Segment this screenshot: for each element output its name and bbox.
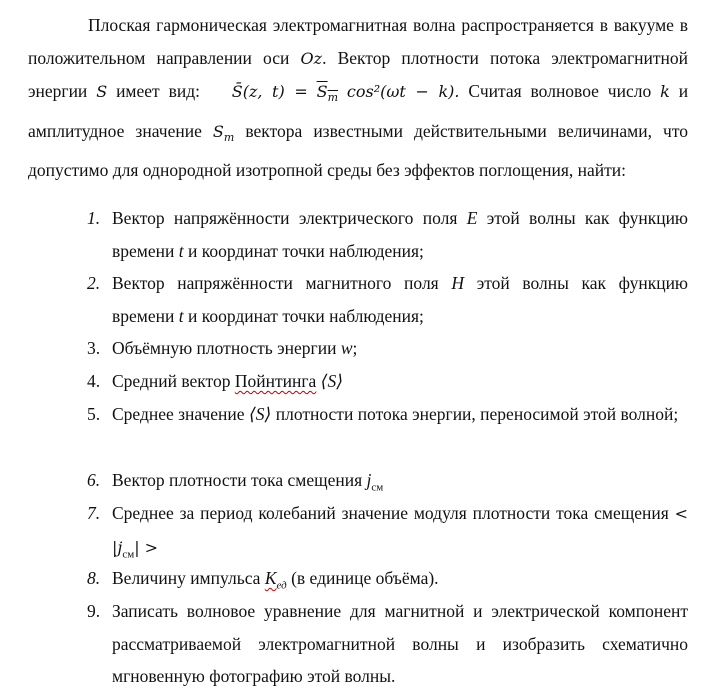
intro-text-6: вектора известными действительными величинами, что допустимо для однородной изотропной среды	[28, 120, 688, 181]
list-item: Величину импульса $K_{ед}$ (в единице объёма).	[112, 568, 439, 592]
item-number: 6.	[87, 470, 101, 490]
list-item: Вектор напряжённости электрического поля E этой волны как функцию времени t и координат точки наблюдения;	[112, 208, 689, 261]
item-number: 3.	[87, 338, 101, 358]
item-number: 8.	[87, 568, 101, 588]
intro-text-4: Считая волновое число	[468, 81, 652, 101]
spellcheck-word: $K_{ед}$	[264, 568, 287, 592]
item-number: 2.	[87, 273, 101, 293]
amplitude-symbol: $S_m$	[212, 121, 235, 144]
formula-rhs: cos²(ωt − k).	[346, 82, 460, 101]
spellcheck-word: Пойнтинга	[234, 371, 317, 391]
item-number: 1.	[87, 208, 101, 228]
formula-lhs: S̄(z, t) =	[231, 82, 308, 101]
item-number: 5.	[87, 404, 101, 424]
intro-text-1: Плоская гармоническая электромагнитная волна распространяется в вакууме в положительном направлении оси	[28, 15, 688, 68]
axis-symbol: Oz	[300, 48, 323, 68]
list-item: Объёмную плотность энергии w;	[112, 338, 358, 358]
list-item: Средний вектор Пойнтинга ⟨S⟩	[112, 371, 344, 391]
item-number: 7.	[87, 503, 101, 523]
intro-text-7: без эффектов поглощения, найти:	[376, 160, 627, 181]
list-item: Среднее за период колебаний значение модуля плотности тока смещения < $|j_{см}|$ >	[112, 503, 688, 560]
list-item: Записать волновое уравнение для магнитной и электрической компонент рассматриваемой электромагнитной волны и изобразить схематично мгновенную фотографию этой волны.	[112, 601, 688, 686]
intro-text-2: . Вектор плотности потока электромагнитной энергии	[28, 47, 688, 101]
item-number: 4.	[87, 371, 101, 391]
intro-text-3: имеет вид:	[116, 81, 200, 101]
formula-amplitude: $S_m$	[316, 82, 339, 105]
list-item: Вектор напряжённости магнитного поля H этой волны как функцию времени t и координат точки наблюдения;	[112, 273, 689, 326]
list-item: Среднее значение ⟨S⟩ плотности потока энергии, переносимой этой волной;	[112, 404, 679, 424]
intro-text-5: и амплитудное значение	[28, 81, 689, 141]
problem-statement	[28, 9, 688, 187]
item-number: 9.	[87, 601, 101, 621]
list-item: Вектор плотности тока смещения $j_{см}$	[112, 470, 384, 494]
poynting-symbol: S	[96, 82, 108, 101]
wavenumber-symbol: k	[660, 82, 670, 101]
